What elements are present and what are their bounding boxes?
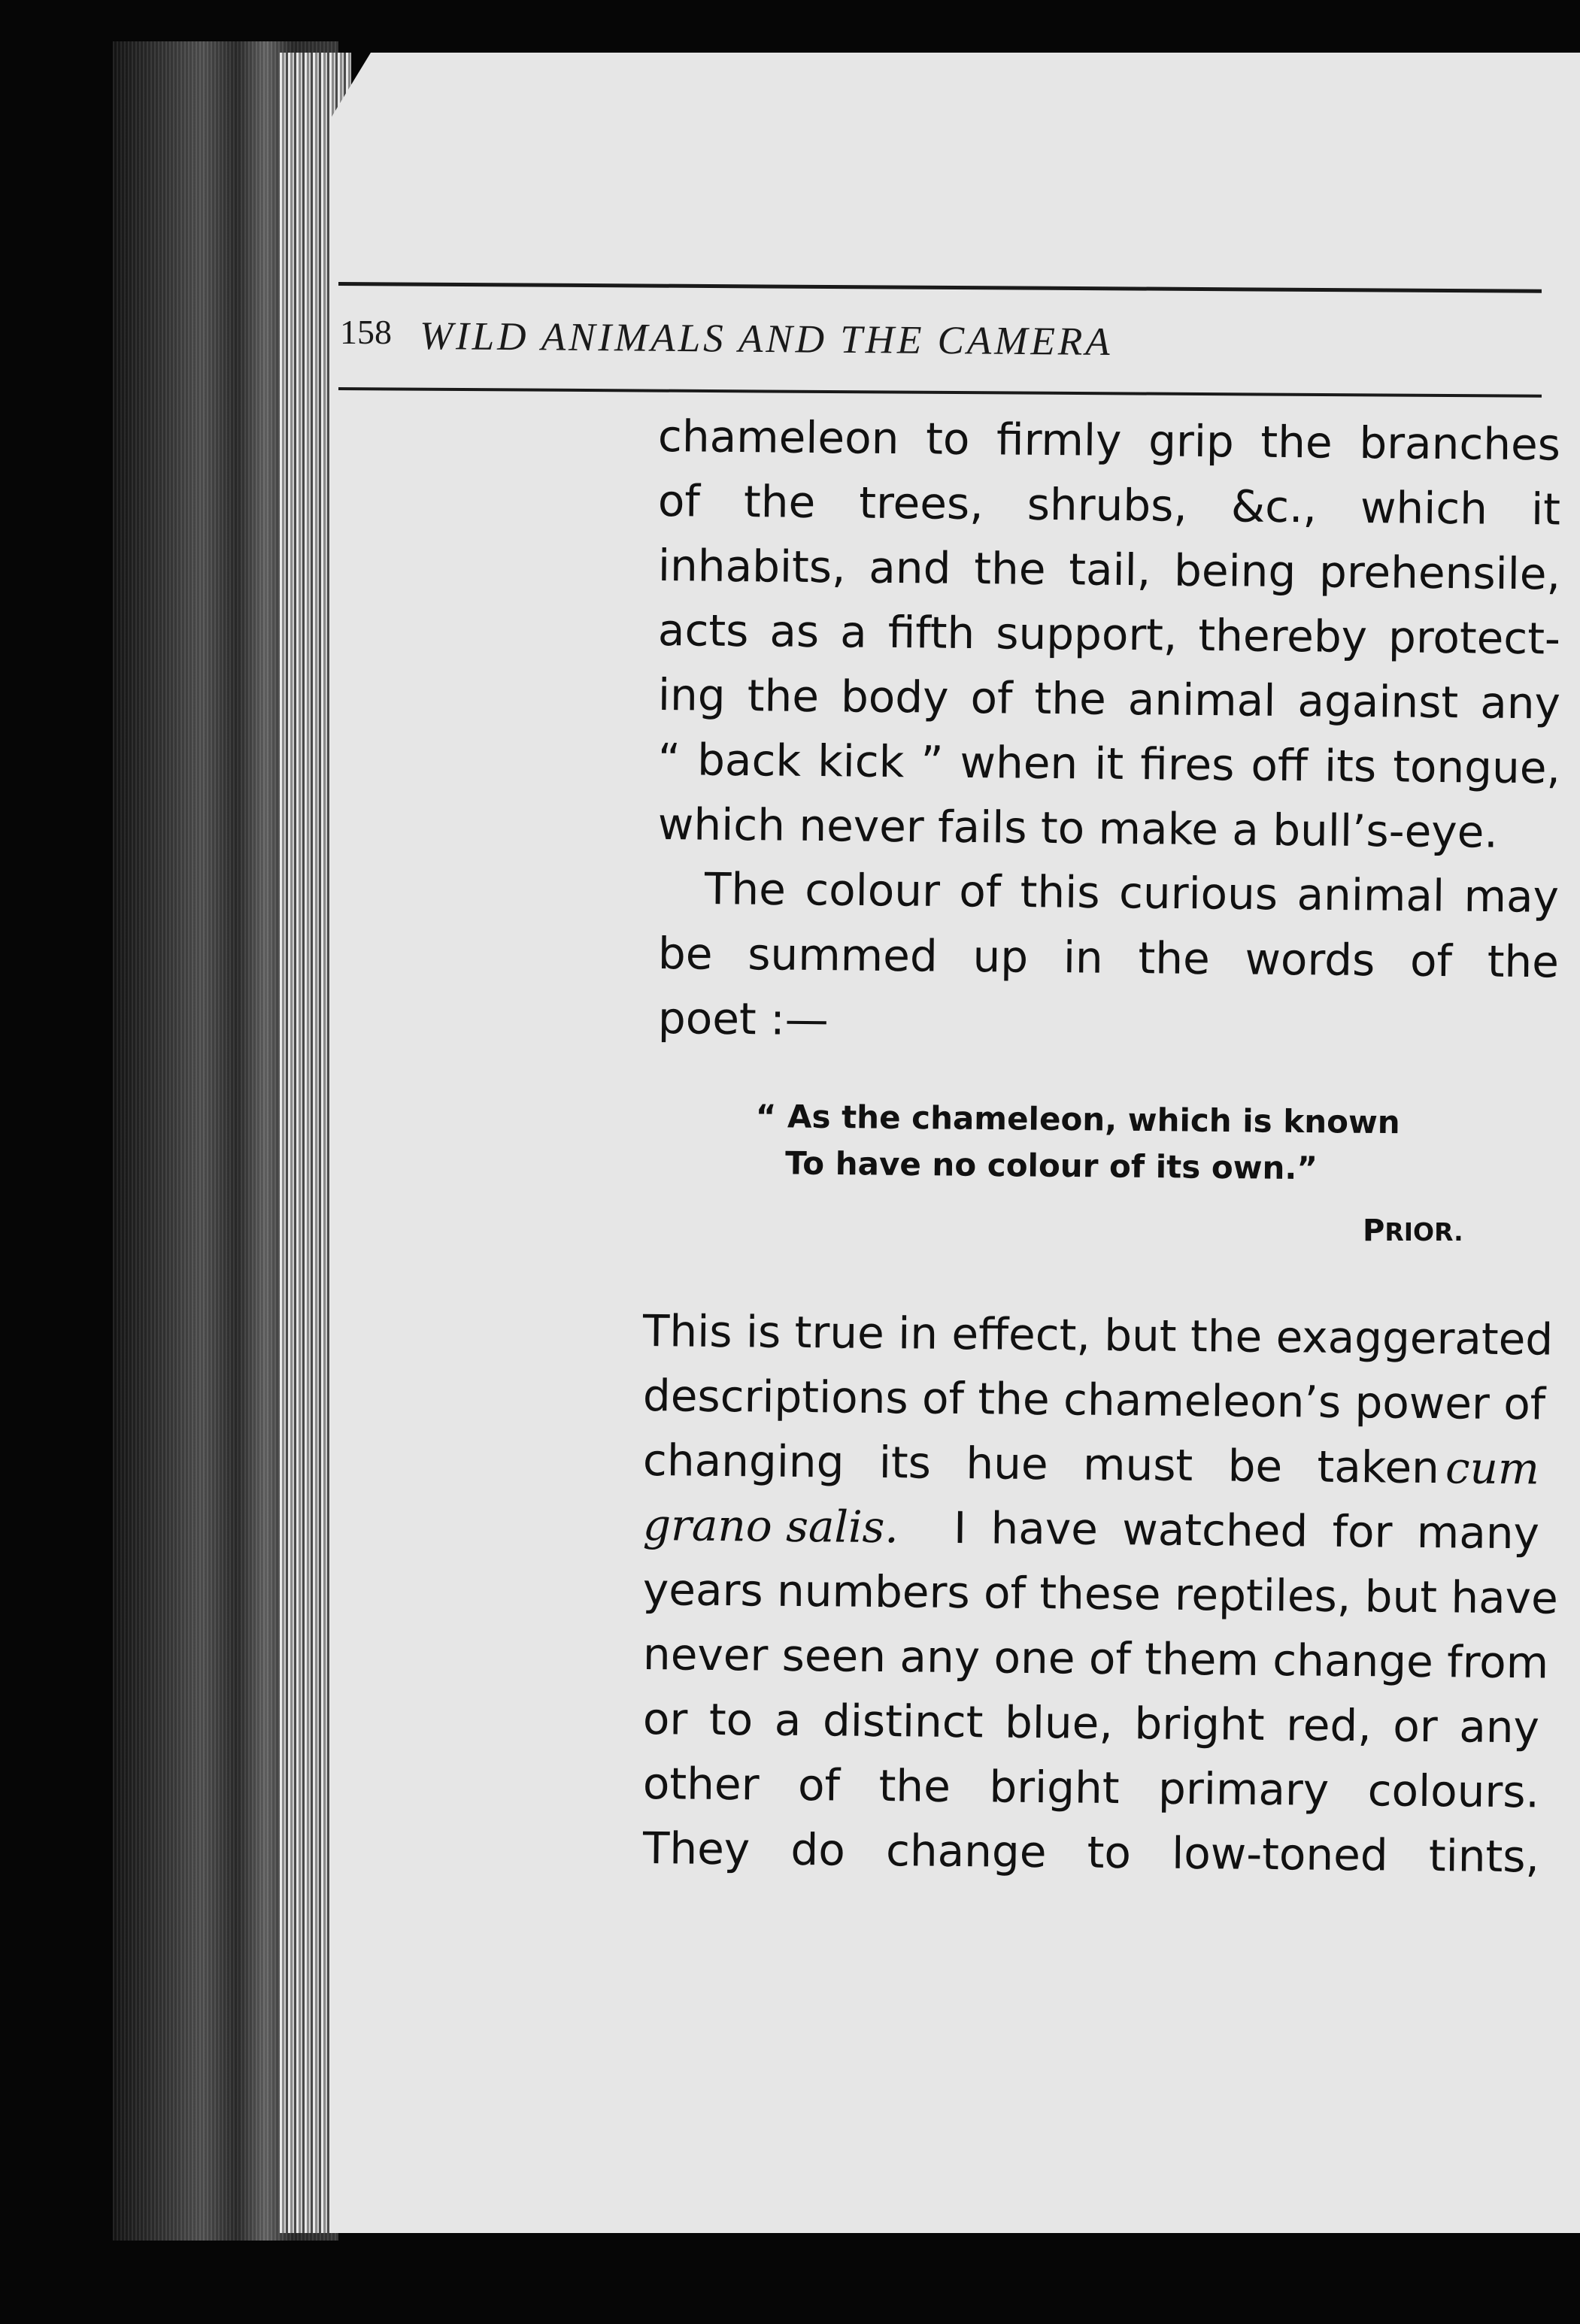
attribution-initial: P: [1363, 1214, 1385, 1248]
italic-phrase: cum: [1445, 1442, 1540, 1495]
text-line: inhabits, and the tail, being prehensile,: [657, 540, 1561, 600]
quote-line: To have no colour of its own.”: [784, 1144, 1318, 1187]
running-header: [338, 282, 1560, 391]
text-line: other of the bright primary colours.: [642, 1758, 1540, 1818]
text-line: ing the body of the animal against any: [657, 669, 1561, 729]
text-line: poet :—: [657, 992, 829, 1046]
text-line: acts as a fifth support, thereby protect-: [657, 604, 1561, 665]
text-line: This is true in effect, but the exaggerated: [642, 1305, 1554, 1365]
text-line: [643, 1426, 1540, 1502]
text-line: of the trees, shrubs, &c., which it: [657, 475, 1561, 535]
text-line: which never fails to make a bull’s-eye.: [657, 798, 1499, 858]
attribution-rest: RIOR.: [1384, 1217, 1463, 1247]
text-fragment: changing its hue must be taken: [642, 1435, 1440, 1494]
running-title: WILD ANIMALS AND THE CAMERA: [419, 314, 1113, 365]
text-line: “ back kick ” when it fires off its tongue,: [657, 734, 1561, 794]
text-line: never seen any one of them change from: [642, 1629, 1549, 1689]
italic-phrase: grano salis.: [642, 1499, 899, 1553]
text-line: descriptions of the chameleon’s power of: [642, 1370, 1546, 1430]
quote-line: “ As the chameleon, which is known: [755, 1098, 1400, 1141]
text-line: They do change to low-toned tints,: [642, 1823, 1540, 1883]
text-line: years numbers of these reptiles, but have: [642, 1564, 1559, 1624]
page-number: 158: [340, 313, 392, 351]
text-line: chameleon to firmly grip the branches: [657, 411, 1561, 471]
quote-attribution: [1363, 1214, 1463, 1248]
text-line: [643, 1491, 1540, 1567]
text-fragment: I have watched for many: [953, 1501, 1540, 1559]
text-line: The colour of this curious animal may: [704, 863, 1560, 923]
header-top-rule: [338, 282, 1542, 293]
text-line: or to a distinct blue, bright red, or any: [642, 1693, 1540, 1753]
text-line: be summed up in the words of the: [657, 928, 1560, 988]
